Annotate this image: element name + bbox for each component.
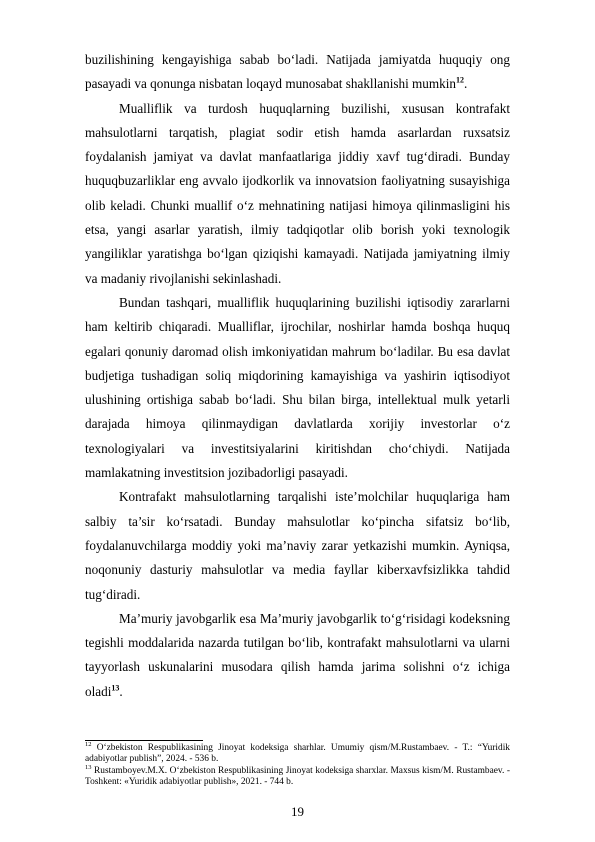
footnotes	[85, 740, 510, 789]
footnote-separator	[85, 740, 203, 741]
page-number: 19	[291, 804, 304, 819]
footnote-12: $^{12}$ O‘zbekiston Respublikasining Jinoyat kodeksiga sharhlar. Umumiy qism/M.Rustambaev. - T.: “Yuridik adabiyotlar publish”, 2024. - 536 b.	[85, 740, 510, 765]
paragraph-1: buzilishining kengayishiga sabab bo‘ladi. Natijada jamiyatda huquqiy ong pasayadi va qonunga nisbatan loqayd munosabat shakllanishi mumkin$^{12}$.	[85, 52, 510, 92]
paragraph-2: Mualliflik va turdosh huquqlarning buzilishi, xususan kontrafakt mahsulotlarni tarqatish, plagiat sodir etish hamda asarlardan ruxsatsiz foydalanish jamiyat va davlat manfaatlariga jiddiy xavf tug‘diradi. Bunday huquqbuzarliklar eng avvalo ijodkorlik va innovatsion faoliyatning susayishiga olib keladi. Chunki muallif o‘z mehnatining natijasi himoya qilinmasligini his etsa, yangi asarlar yaratish, ilmiy tadqiqotlar olib borish yoki texnologik yangiliklar yaratishga bo‘lgan qiziqishi kamayadi. Natijada jamiyatning ilmiy va madaniy rivojlanishi sekinlashadi.	[85, 100, 510, 286]
paragraph-3: Bundan tashqari, mualliflik huquqlarining buzilishi iqtisodiy zararlarni ham keltirib chiqaradi. Mualliflar, ijrochilar, noshirlar hamda boshqa huquq egalari qonuniy daromad olish imkoniyatidan mahrum bo‘ladilar. Bu esa davlat budjetiga tushadigan soliq miqdorining kamayishiga va yashirin iqtisodiyot ulushining ortishiga sabab bo‘ladi. Shu bilan birga, intellektual mulk yetarli darajada himoya qilinmaydigan davlatlarda xorijiy investorlar o‘z texnologiyalari va investitsiyalarini kiritishdan cho‘chiydi. Natijada mamlakatning investitsion jozibadorligi pasayadi.	[85, 294, 510, 481]
footnote-ref-12: 12	[456, 75, 465, 85]
paragraph-4: Kontrafakt mahsulotlarning tarqalishi iste’molchilar huquqlariga ham salbiy ta’sir ko‘rsatadi. Bunday mahsulotlar ko‘pincha sifatsiz bo‘lib, foydalanuvchilarga moddiy yoki ma’naviy zarar yetkazishi mumkin. Ayniqsa, noqonuniy dasturiy mahsulotlar va media fayllar kiberxavfsizlikka tahdid tug‘diradi.	[85, 489, 510, 602]
footnote-13: $^{13}$ Rustamboyev.M.X. O‘zbekiston Respublikasining Jinoyat kodeksiga sharxlar. Maxsus kism/M. Rustambaev. - Toshkent: «Yuridik adabiyotlar publish», 2021. - 744 b.	[85, 763, 510, 788]
body-text	[85, 48, 510, 704]
footnote-ref-13: 13	[111, 683, 120, 693]
paragraph-5: Ma’muriy javobgarlik esa Ma’muriy javobgarlik to‘g‘risidagi kodeksning tegishli moddalarida nazarda tutilgan bo‘lib, kontrafakt mahsulotlarni va ularni tayyorlash uskunalarini musodara qilish hamda jarima solishni o‘z ichiga oladi$^{13}$.	[85, 610, 510, 699]
